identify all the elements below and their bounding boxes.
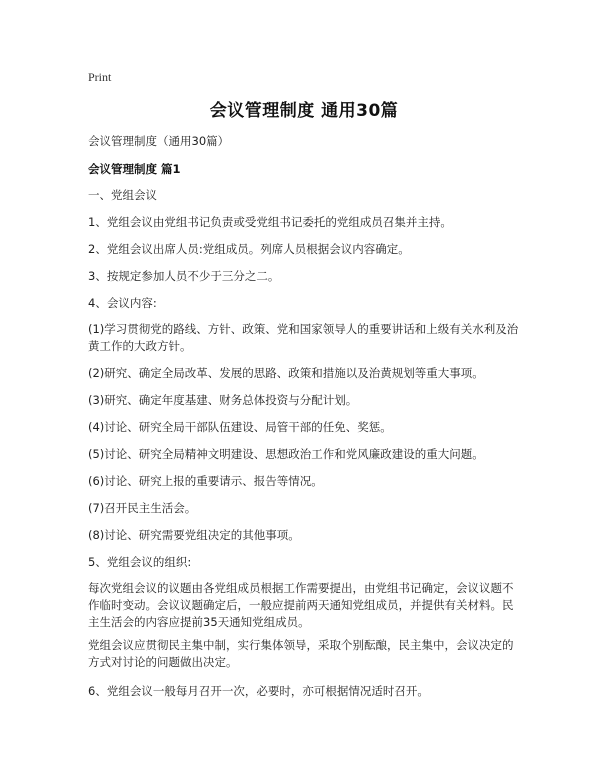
paragraph: (2)研究、确定全局改革、发展的思路、政策和措施以及治黄规划等重大事项。 (88, 366, 484, 380)
paragraph: (8)讨论、研究需要党组决定的其他事项。 (88, 528, 300, 542)
paragraph: (3)研究、确定年度基建、财务总体投资与分配计划。 (88, 393, 358, 407)
paragraph: 每次党组会议的议题由各党组成员根据工作需要提出，由党组书记确定，会议议题不作临时变动。会议议题确定后，一般应提前两天通知党组成员，并提供有关材料。民主生活会的内容应提前35天通知党组成员。 (88, 581, 514, 629)
paragraph: (6)讨论、研究上报的重要请示、报告等情况。 (88, 474, 323, 488)
paragraph: 2、党组会议出席人员:党组成员。列席人员根据会议内容确定。 (88, 242, 410, 256)
paragraph: (4)讨论、研究全局干部队伍建设、局管干部的任免、奖惩。 (88, 420, 392, 434)
print-label[interactable]: Print (88, 70, 112, 84)
paragraph: 党组会议应贯彻民主集中制，实行集体领导，采取个别酝酿，民主集中，会议决定的方式对讨论的问题做出决定。 (88, 638, 514, 669)
paragraph: 3、按规定参加人员不少于三分之二。 (88, 269, 280, 283)
paragraph: 6、党组会议一般每月召开一次，必要时，亦可根据情况适时召开。 (88, 684, 429, 698)
document-title: 会议管理制度 通用30篇 (209, 101, 399, 121)
paragraph: 一、党组会议 (88, 188, 157, 202)
paragraph: 5、党组会议的组织: (88, 555, 192, 569)
paragraph: (1)学习贯彻党的路线、方针、政策、党和国家领导人的重要讲话和上级有关水利及治黄工作的大政方针。 (88, 322, 519, 353)
paragraph: (5)讨论、研究全局精神文明建设、思想政治工作和党风廉政建设的重大问题。 (88, 447, 484, 461)
paragraph: (7)召开民主生活会。 (88, 501, 197, 515)
section-heading: 会议管理制度 篇1 (88, 162, 181, 176)
paragraph: 4、会议内容: (88, 296, 157, 310)
document-subtitle: 会议管理制度（通用30篇） (88, 134, 230, 148)
paragraph: 1、党组会议由党组书记负责或受党组书记委托的党组成员召集并主持。 (88, 215, 452, 229)
